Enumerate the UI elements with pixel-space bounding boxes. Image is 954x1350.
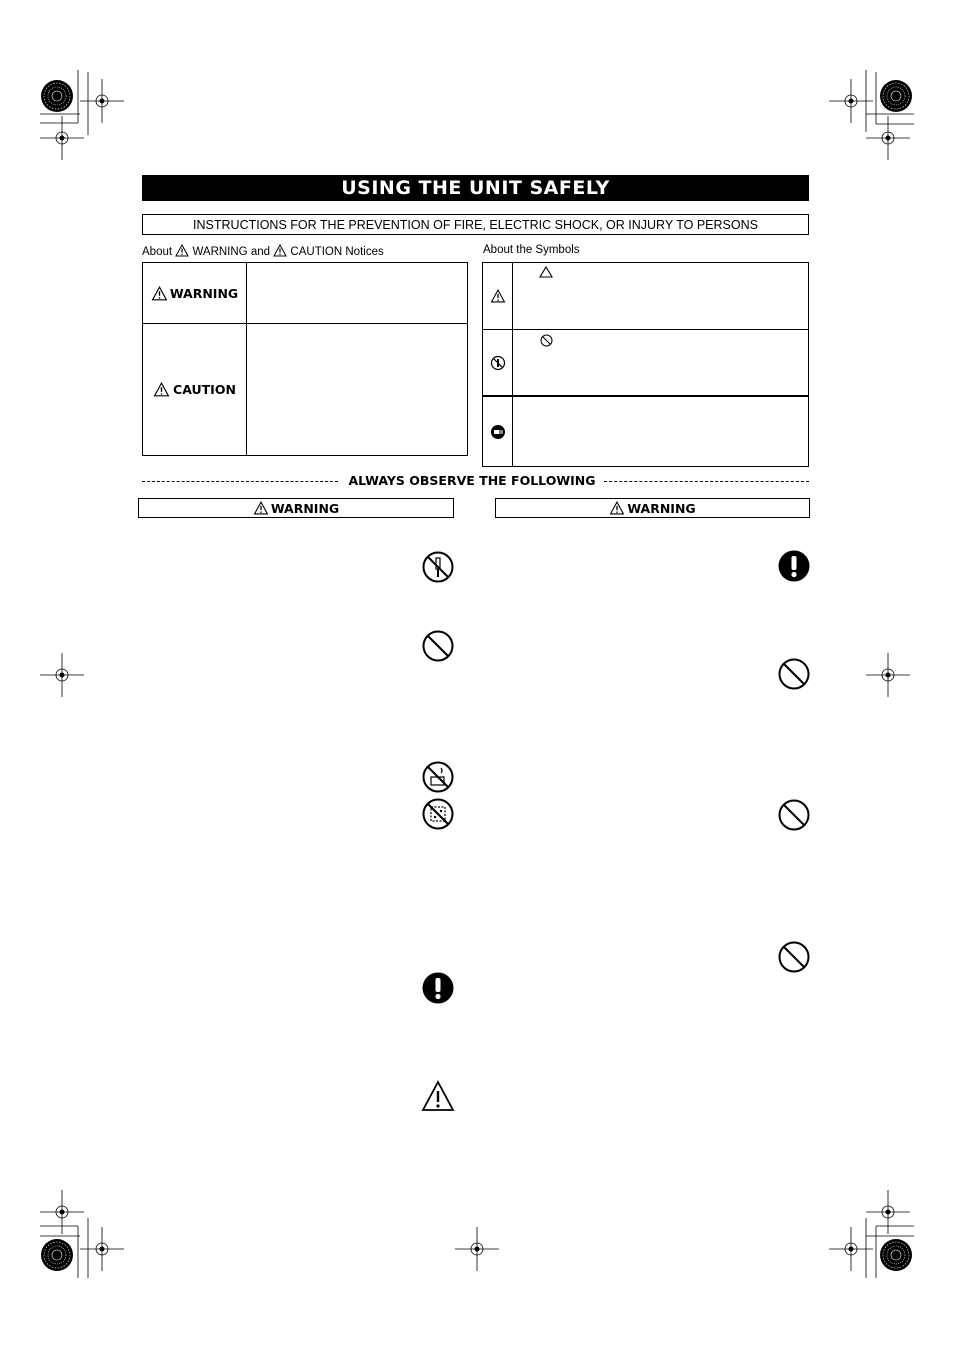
prohibited-icon xyxy=(777,940,811,974)
dashed-rule-left xyxy=(142,481,338,482)
triangle-outline-icon xyxy=(539,266,553,278)
warning-triangle-icon xyxy=(175,244,189,257)
no-wet-place-icon xyxy=(421,797,455,831)
observe-heading: ALWAYS OBSERVE THE FOLLOWING xyxy=(348,473,596,488)
symbols-table xyxy=(482,262,809,467)
right-header-text: WARNING xyxy=(627,500,696,516)
notices-heading-warning: WARNING and xyxy=(192,246,271,258)
mandatory-icon xyxy=(421,971,455,1005)
right-warning-header xyxy=(495,498,810,518)
page-title-bar xyxy=(142,175,809,201)
warning-triangle-icon xyxy=(609,501,625,515)
instructions-subtitle xyxy=(142,214,809,235)
caution-label-text: CAUTION xyxy=(173,382,236,397)
prohibited-icon xyxy=(777,798,811,832)
symbol-row-prohibit xyxy=(483,330,808,397)
mandatory-icon xyxy=(777,549,811,583)
warning-triangle-icon xyxy=(253,501,269,515)
warning-triangle-icon xyxy=(490,289,506,303)
caution-triangle-icon xyxy=(421,1080,455,1112)
caution-triangle-icon xyxy=(273,244,287,257)
symbol-cell xyxy=(483,263,513,329)
caution-notice-row xyxy=(143,324,467,455)
do-not-disassemble-icon xyxy=(421,550,455,584)
notices-heading-prefix: About xyxy=(142,246,173,258)
warning-triangle-icon xyxy=(151,286,168,301)
dashed-rule-right xyxy=(604,481,809,482)
warning-notice-label xyxy=(143,263,247,323)
no-water-icon xyxy=(421,760,455,794)
notices-table xyxy=(142,262,468,456)
symbol-row-triangle xyxy=(483,263,808,330)
prohibited-icon xyxy=(421,629,455,663)
do-not-disassemble-icon xyxy=(490,355,506,371)
symbol-row-mandatory xyxy=(483,397,808,466)
left-warning-header xyxy=(138,498,454,518)
warning-notice-row xyxy=(143,263,467,324)
prohibited-icon xyxy=(777,657,811,691)
caution-notice-label xyxy=(143,324,247,455)
left-header-text: WARNING xyxy=(270,500,340,516)
notices-heading xyxy=(142,244,384,258)
caution-triangle-icon xyxy=(153,382,170,397)
subtitle-text: INSTRUCTIONS FOR THE PREVENTION OF FIRE, ELECTRIC SHOCK, OR INJURY TO PERSONS xyxy=(193,217,758,232)
observe-divider xyxy=(142,472,809,490)
symbols-heading: About the Symbols xyxy=(483,244,580,256)
symbol-cell xyxy=(483,397,513,466)
symbol-cell xyxy=(483,330,513,395)
notices-heading-caution: CAUTION Notices xyxy=(290,246,384,258)
warning-label-text: WARNING xyxy=(169,285,239,301)
page-title: USING THE UNIT SAFELY xyxy=(341,177,610,199)
unplug-icon xyxy=(490,424,506,440)
prohibited-icon xyxy=(540,334,553,347)
